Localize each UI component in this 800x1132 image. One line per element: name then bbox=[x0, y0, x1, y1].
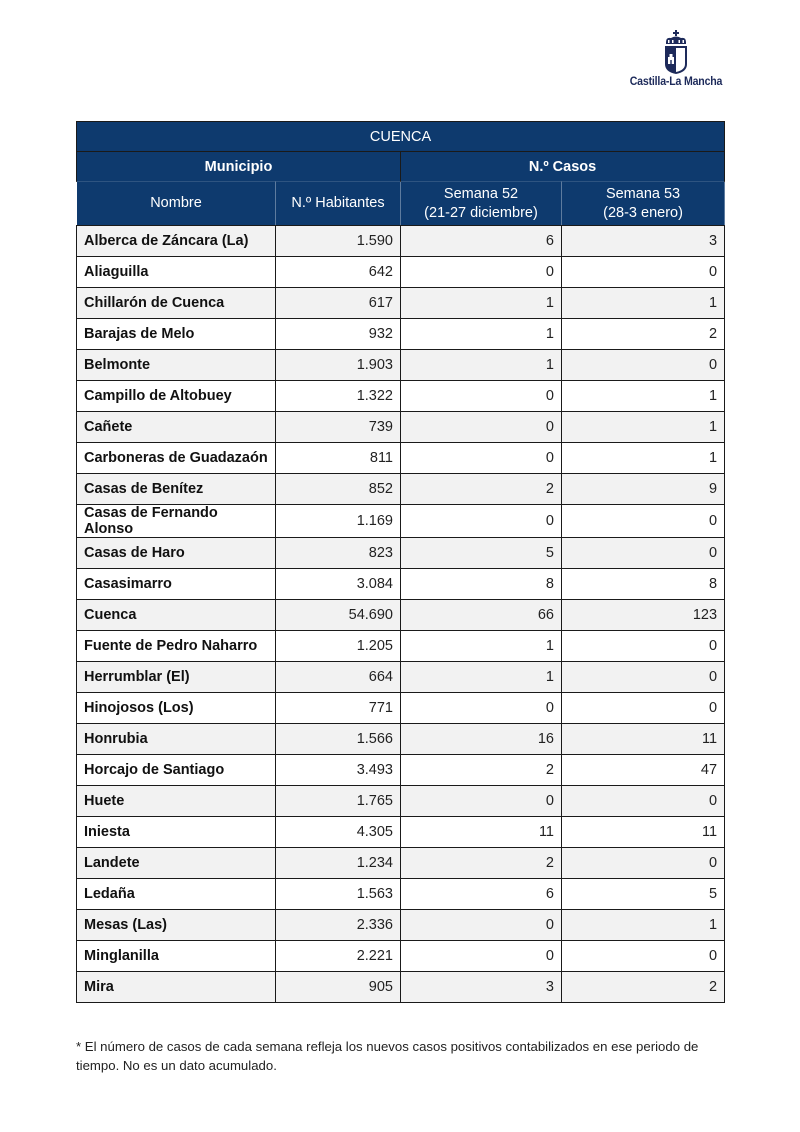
table-row bbox=[77, 257, 725, 288]
logo-text: Castilla-La Mancha bbox=[629, 76, 723, 88]
cell-habitantes: 905 bbox=[276, 972, 401, 1003]
cell-habitantes: 1.563 bbox=[276, 879, 401, 910]
cell-semana-53: 2 bbox=[562, 319, 725, 350]
cell-semana-52: 0 bbox=[401, 786, 562, 817]
cell-semana-52: 0 bbox=[401, 412, 562, 443]
column-header-semana-52 bbox=[401, 182, 562, 226]
table-row bbox=[77, 755, 725, 786]
table-row bbox=[77, 786, 725, 817]
table-row bbox=[77, 569, 725, 600]
castilla-la-mancha-logo bbox=[624, 30, 728, 94]
cell-habitantes: 2.336 bbox=[276, 910, 401, 941]
cell-habitantes: 1.234 bbox=[276, 848, 401, 879]
cell-nombre: Cañete bbox=[77, 412, 276, 443]
coat-of-arms-icon bbox=[662, 30, 690, 74]
table-row bbox=[77, 724, 725, 755]
cell-nombre: Iniesta bbox=[77, 817, 276, 848]
table-row bbox=[77, 941, 725, 972]
semana-52-dates: (21-27 diciembre) bbox=[424, 204, 538, 221]
cell-habitantes: 811 bbox=[276, 443, 401, 474]
cell-habitantes: 2.221 bbox=[276, 941, 401, 972]
table-row bbox=[77, 443, 725, 474]
table-row bbox=[77, 693, 725, 724]
cell-nombre: Fuente de Pedro Naharro bbox=[77, 631, 276, 662]
table-row bbox=[77, 538, 725, 569]
table-row bbox=[77, 412, 725, 443]
cell-semana-52: 16 bbox=[401, 724, 562, 755]
cell-semana-52: 6 bbox=[401, 226, 562, 257]
cell-nombre: Casasimarro bbox=[77, 569, 276, 600]
cell-habitantes: 54.690 bbox=[276, 600, 401, 631]
table-row bbox=[77, 972, 725, 1003]
cell-nombre: Hinojosos (Los) bbox=[77, 693, 276, 724]
cell-nombre: Alberca de Záncara (La) bbox=[77, 226, 276, 257]
cell-nombre: Belmonte bbox=[77, 350, 276, 381]
cell-habitantes: 664 bbox=[276, 662, 401, 693]
cell-semana-53: 0 bbox=[562, 350, 725, 381]
cell-semana-52: 2 bbox=[401, 474, 562, 505]
cell-habitantes: 1.903 bbox=[276, 350, 401, 381]
table-row bbox=[77, 319, 725, 350]
cell-nombre: Barajas de Melo bbox=[77, 319, 276, 350]
table-row bbox=[77, 910, 725, 941]
table-body bbox=[77, 226, 725, 1003]
table-row bbox=[77, 662, 725, 693]
cell-semana-53: 0 bbox=[562, 631, 725, 662]
semana-52-label: Semana 52 bbox=[443, 185, 519, 202]
cell-semana-52: 2 bbox=[401, 848, 562, 879]
cell-semana-52: 2 bbox=[401, 755, 562, 786]
cell-semana-53: 11 bbox=[562, 817, 725, 848]
cell-semana-53: 9 bbox=[562, 474, 725, 505]
cell-nombre: Campillo de Altobuey bbox=[77, 381, 276, 412]
column-header-nombre: Nombre bbox=[77, 182, 276, 226]
cell-semana-53: 3 bbox=[562, 226, 725, 257]
cell-habitantes: 1.169 bbox=[276, 505, 401, 538]
group-header-municipio: Municipio bbox=[77, 152, 401, 182]
cell-semana-52: 0 bbox=[401, 381, 562, 412]
table-row bbox=[77, 817, 725, 848]
cell-habitantes: 617 bbox=[276, 288, 401, 319]
table-row bbox=[77, 631, 725, 662]
semana-53-label: Semana 53 bbox=[605, 185, 681, 202]
cell-nombre: Cuenca bbox=[77, 600, 276, 631]
cell-semana-52: 1 bbox=[401, 350, 562, 381]
cell-semana-52: 1 bbox=[401, 319, 562, 350]
cell-semana-53: 0 bbox=[562, 257, 725, 288]
cell-habitantes: 852 bbox=[276, 474, 401, 505]
cell-nombre: Mesas (Las) bbox=[77, 910, 276, 941]
cell-habitantes: 3.493 bbox=[276, 755, 401, 786]
cell-semana-52: 1 bbox=[401, 662, 562, 693]
cell-habitantes: 1.590 bbox=[276, 226, 401, 257]
cell-semana-53: 0 bbox=[562, 786, 725, 817]
cell-habitantes: 1.205 bbox=[276, 631, 401, 662]
cell-semana-52: 0 bbox=[401, 693, 562, 724]
cell-habitantes: 1.566 bbox=[276, 724, 401, 755]
cell-semana-53: 1 bbox=[562, 288, 725, 319]
cell-nombre: Aliaguilla bbox=[77, 257, 276, 288]
cell-semana-52: 6 bbox=[401, 879, 562, 910]
cell-nombre: Minglanilla bbox=[77, 941, 276, 972]
cell-semana-52: 0 bbox=[401, 505, 562, 538]
cell-habitantes: 739 bbox=[276, 412, 401, 443]
cell-habitantes: 932 bbox=[276, 319, 401, 350]
cell-semana-52: 11 bbox=[401, 817, 562, 848]
cell-semana-53: 1 bbox=[562, 381, 725, 412]
cell-habitantes: 642 bbox=[276, 257, 401, 288]
cell-semana-53: 0 bbox=[562, 662, 725, 693]
group-header-casos: N.º Casos bbox=[401, 152, 725, 182]
cases-table bbox=[76, 121, 725, 1003]
cell-semana-53: 2 bbox=[562, 972, 725, 1003]
table-row bbox=[77, 600, 725, 631]
cell-semana-52: 0 bbox=[401, 941, 562, 972]
cell-semana-53: 8 bbox=[562, 569, 725, 600]
cell-nombre: Carboneras de Guadazaón bbox=[77, 443, 276, 474]
cell-semana-53: 0 bbox=[562, 941, 725, 972]
table-row bbox=[77, 879, 725, 910]
cell-semana-52: 3 bbox=[401, 972, 562, 1003]
cell-semana-52: 66 bbox=[401, 600, 562, 631]
cell-nombre: Horcajo de Santiago bbox=[77, 755, 276, 786]
cell-semana-53: 0 bbox=[562, 505, 725, 538]
table-row bbox=[77, 350, 725, 381]
cell-semana-53: 0 bbox=[562, 693, 725, 724]
cell-semana-53: 5 bbox=[562, 879, 725, 910]
cell-habitantes: 1.765 bbox=[276, 786, 401, 817]
cell-semana-52: 0 bbox=[401, 257, 562, 288]
cell-semana-53: 0 bbox=[562, 538, 725, 569]
cell-nombre: Chillarón de Cuenca bbox=[77, 288, 276, 319]
table-row bbox=[77, 505, 725, 538]
cell-semana-52: 0 bbox=[401, 910, 562, 941]
cell-semana-53: 1 bbox=[562, 910, 725, 941]
table-row bbox=[77, 226, 725, 257]
cell-semana-52: 1 bbox=[401, 288, 562, 319]
cell-semana-52: 8 bbox=[401, 569, 562, 600]
cell-habitantes: 3.084 bbox=[276, 569, 401, 600]
cell-nombre: Landete bbox=[77, 848, 276, 879]
cell-semana-53: 1 bbox=[562, 443, 725, 474]
cell-nombre: Huete bbox=[77, 786, 276, 817]
cell-semana-53: 0 bbox=[562, 848, 725, 879]
cell-nombre: Casas de Haro bbox=[77, 538, 276, 569]
column-header-semana-53 bbox=[562, 182, 725, 226]
table-title: CUENCA bbox=[77, 122, 725, 152]
table-row bbox=[77, 288, 725, 319]
footnote: * El número de casos de cada semana refleja los nuevos casos positivos contabilizados en ese periodo de tiempo. No es un dato acumulado. bbox=[76, 1039, 699, 1073]
cell-semana-52: 5 bbox=[401, 538, 562, 569]
cell-nombre: Casas de Fernando Alonso bbox=[77, 505, 276, 538]
cell-semana-53: 1 bbox=[562, 412, 725, 443]
cell-semana-53: 11 bbox=[562, 724, 725, 755]
cell-habitantes: 4.305 bbox=[276, 817, 401, 848]
semana-53-dates: (28-3 enero) bbox=[603, 204, 683, 221]
cell-semana-52: 1 bbox=[401, 631, 562, 662]
cell-semana-52: 0 bbox=[401, 443, 562, 474]
cell-habitantes: 1.322 bbox=[276, 381, 401, 412]
cell-habitantes: 771 bbox=[276, 693, 401, 724]
cell-nombre: Casas de Benítez bbox=[77, 474, 276, 505]
table-row bbox=[77, 848, 725, 879]
column-header-habitantes: N.º Habitantes bbox=[276, 182, 401, 226]
table-row bbox=[77, 474, 725, 505]
cell-nombre: Ledaña bbox=[77, 879, 276, 910]
cell-habitantes: 823 bbox=[276, 538, 401, 569]
table-row bbox=[77, 381, 725, 412]
cell-semana-53: 123 bbox=[562, 600, 725, 631]
cell-nombre: Herrumblar (El) bbox=[77, 662, 276, 693]
cell-semana-53: 47 bbox=[562, 755, 725, 786]
cell-nombre: Honrubia bbox=[77, 724, 276, 755]
cell-nombre: Mira bbox=[77, 972, 276, 1003]
